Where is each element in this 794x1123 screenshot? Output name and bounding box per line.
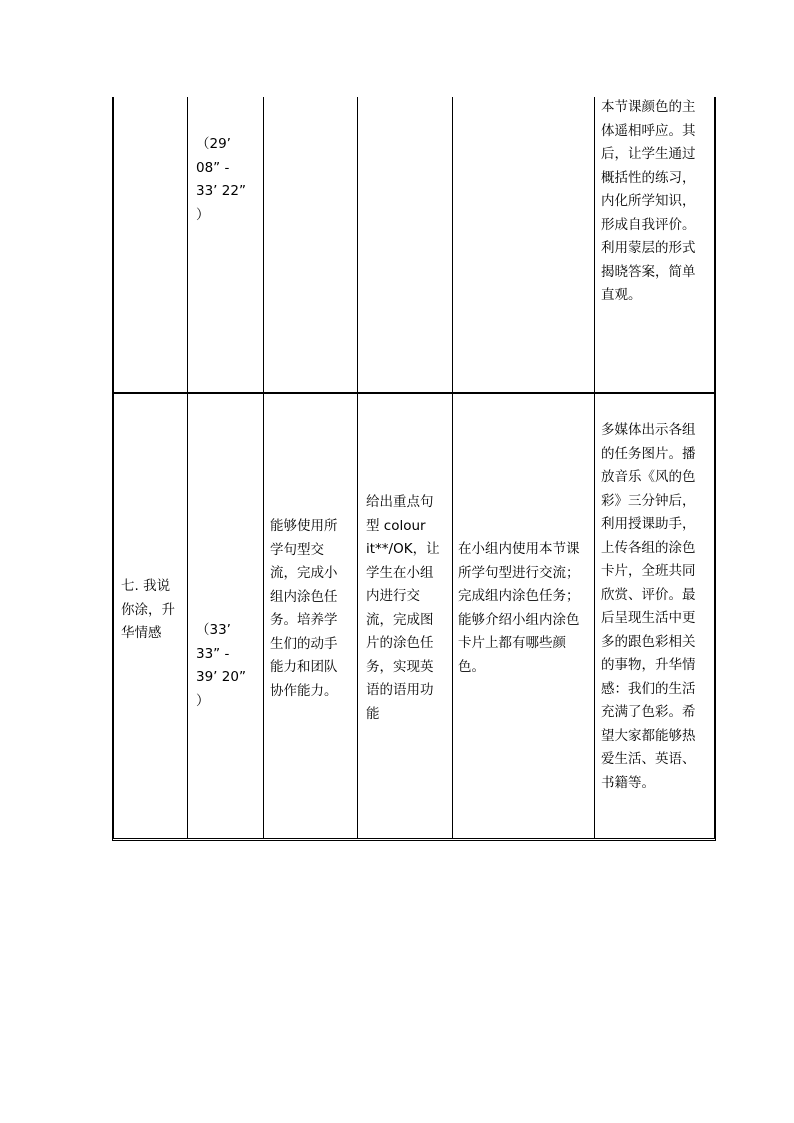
column-divider xyxy=(357,97,358,838)
column-divider xyxy=(594,97,595,838)
column-divider xyxy=(452,97,453,838)
table-row-2-teacher-cell: 给出重点句 型 colour it**/OK，让 学生在小组 内进行交 流，完成图 片的涂色任 务，实现英 语的语用功 能 xyxy=(366,494,440,722)
column-divider xyxy=(187,97,188,838)
lesson-plan-table xyxy=(112,97,716,841)
table-row-2-stage-cell: 七. 我说 你涂，升 华情感 xyxy=(121,578,175,641)
table-row-2-goal-cell: 能够使用所 学句型交 流，完成小 组内涂色任 务。培养学 生们的动手 能力和团队 协作能力。 xyxy=(270,518,338,699)
table-row-2-student-cell: 在小组内使用本节课 所学句型进行交流； 完成组内涂色任务； 能够介绍小组内涂色 卡片上都有哪些颜 色。 xyxy=(458,541,580,675)
table-row-1-time-cell: （29’ 08” - 33’ 22” ） xyxy=(196,136,246,223)
table-row-2-intent-cell: 多媒体出示各组 的任务图片。播 放音乐《风的色 彩》三分钟后， 利用授课助手， 上传各组的涂色 卡片，全班共同 欣赏、评价。最 后呈现生活中更 多的跟色彩相关 的事物，升华情 感：我们的生活 充满了色彩。希 望大家都能够热 爱生活、英语、 书籍等。 xyxy=(601,422,696,791)
row-divider xyxy=(114,392,714,394)
column-divider xyxy=(263,97,264,838)
table-row-2-time-cell: （33’ 33” - 39’ 20” ） xyxy=(196,622,246,709)
table-row-1-intent-cell: 本节课颜色的主 体遥相呼应。其 后，让学生通过 概括性的练习， 内化所学知识， 形成自我评价。 利用蒙层的形式 揭晓答案，简单 直观。 xyxy=(601,99,696,303)
